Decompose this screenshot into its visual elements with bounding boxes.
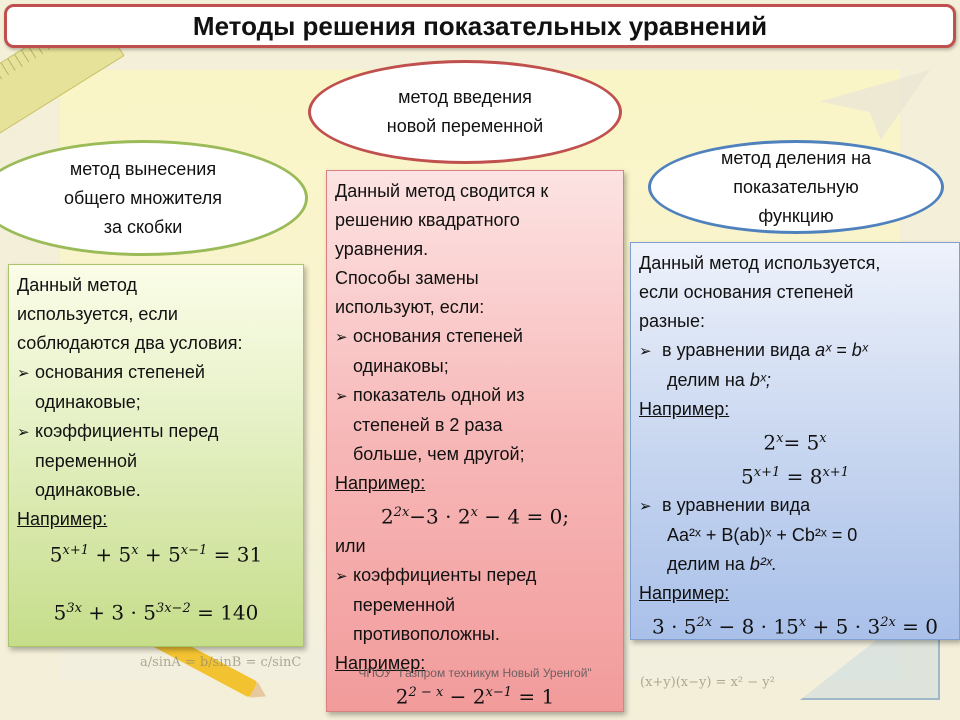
common-factor-description <box>8 264 304 647</box>
text-line: Данный метод сводится к <box>335 181 549 201</box>
eq-term: 5 <box>741 464 754 489</box>
eq-term: 2 <box>380 504 394 529</box>
eq-exponent: x <box>819 431 827 446</box>
text-line: одинаковые. <box>35 480 141 500</box>
list-item <box>17 417 295 447</box>
equation <box>335 678 615 712</box>
formula-scribble-decoration: a/sinA = b/sinB = c/sinC <box>140 655 302 670</box>
text-line: степеней в 2 раза <box>353 415 503 435</box>
eq-exponent: 3x <box>66 600 82 616</box>
eq-rhs: = 0 <box>895 614 938 639</box>
text-line: используется, если <box>17 304 178 324</box>
ellipse-left-line: метод вынесения <box>69 158 217 179</box>
method-label-new-variable <box>308 60 622 164</box>
bullet-text: показатель одной из <box>353 385 525 405</box>
equation <box>639 458 951 492</box>
list-item <box>639 491 951 521</box>
eq-op: − <box>443 684 473 709</box>
eq-term: 5 <box>118 542 132 567</box>
eq-op: + <box>138 542 169 567</box>
text-line: разные: <box>639 311 705 331</box>
eq-exponent: x+1 <box>822 464 849 480</box>
new-variable-description <box>326 170 624 712</box>
text-part: делим на <box>667 554 750 575</box>
title-bar <box>4 4 956 48</box>
method-label-division <box>648 140 944 234</box>
eq-op: − 8 · 15 <box>712 614 799 639</box>
eq-term: 5 <box>49 542 63 567</box>
text-line <box>639 550 951 579</box>
text-expr: bˣ; <box>749 370 771 390</box>
eq-exponent: x <box>131 543 139 558</box>
eq-exponent: x+1 <box>62 543 90 558</box>
arrow-bullet-icon: ➢ <box>639 498 652 516</box>
footer-watermark: ЧПОУ "Газпром техникум Новый Уренгой" <box>358 666 592 680</box>
text-line: Aa²ˣ + B(ab)ˣ + Cb²ˣ = 0 <box>667 525 858 546</box>
text-line: переменной <box>353 594 456 615</box>
bullet-text: в уравнении вида <box>662 340 816 360</box>
ellipse-right-line: метод деления на <box>720 147 872 168</box>
page-title: Методы решения показательных уравнений <box>192 10 768 41</box>
eq-exponent: x <box>776 431 784 446</box>
eq-term: 3 · 5 <box>651 614 697 639</box>
arrow-bullet-icon: ➢ <box>335 329 348 346</box>
ellipse-middle-line: метод введения <box>398 87 532 107</box>
eq-exponent: x−1 <box>485 684 512 700</box>
arrow-bullet-icon: ➢ <box>335 388 348 405</box>
eq-term: 2 <box>472 684 486 709</box>
text-line: или <box>335 535 366 556</box>
eq-term: 5 <box>143 600 156 625</box>
text-line: уравнения. <box>335 239 429 259</box>
example-label: Например: <box>335 473 426 493</box>
text-line: Данный метод <box>17 275 138 295</box>
eq-op: + <box>89 542 119 567</box>
example-label: Например: <box>17 509 108 529</box>
formula-scribble-decoration-2: (x+y)(x−y) = x² − y² <box>640 675 775 690</box>
eq-term: 5 <box>806 430 820 455</box>
eq-term: 2 <box>395 684 409 709</box>
text-line: соблюдаются два условия: <box>17 333 243 353</box>
ellipse-left-line: за скобки <box>103 216 183 237</box>
eq-op: −3 · <box>409 504 458 529</box>
text-line: используют, если: <box>335 297 485 317</box>
text-line: одинаковые; <box>35 392 141 412</box>
ellipse-middle-line: новой переменной <box>386 116 544 136</box>
text-line: Данный метод используется, <box>639 253 881 273</box>
equation <box>17 594 295 628</box>
ellipse-left-line: общего множителя <box>63 187 223 208</box>
eq-term: 5 <box>53 600 67 625</box>
division-description <box>630 242 960 640</box>
bullet-text: коэффициенты перед <box>35 421 219 441</box>
arrow-bullet-icon: ➢ <box>17 365 30 382</box>
eq-term: 2 <box>457 504 471 529</box>
eq-exponent: 2 − x <box>408 684 444 700</box>
bullet-text: основания степеней <box>35 362 205 382</box>
list-item <box>335 561 615 591</box>
text-expr: b²ˣ. <box>749 554 777 575</box>
eq-term: 2 <box>763 430 777 455</box>
text-part: делим на <box>667 370 750 390</box>
equation <box>639 424 951 458</box>
eq-exponent: 2x <box>696 615 713 631</box>
equation <box>639 608 951 642</box>
eq-op: + 5 · 3 <box>806 614 881 639</box>
example-label: Например: <box>639 399 730 419</box>
eq-rhs: = 140 <box>190 600 259 625</box>
list-item <box>17 358 295 388</box>
eq-op: + 3 · <box>81 600 144 625</box>
example-label: Например: <box>335 652 426 673</box>
ellipse-right-line: функцию <box>758 205 834 226</box>
bullet-expr: aˣ = bˣ <box>815 340 868 360</box>
list-item <box>335 322 615 352</box>
eq-exponent: 3x−2 <box>155 600 191 616</box>
eq-term: 8 <box>809 464 823 489</box>
list-item <box>335 381 615 411</box>
text-line <box>639 366 951 395</box>
list-item <box>639 336 951 366</box>
eq-term: 5 <box>168 542 181 567</box>
eq-rhs: − 4 = 0; <box>477 504 570 529</box>
text-line: переменной <box>35 451 138 471</box>
text-line: решению квадратного <box>335 210 520 230</box>
text-line: если основания степеней <box>639 282 854 302</box>
arrow-bullet-icon: ➢ <box>17 424 30 441</box>
eq-exponent: 2x <box>393 505 410 520</box>
eq-exponent: 2x <box>880 615 896 631</box>
eq-rhs: = 31 <box>207 542 263 567</box>
text-line: больше, чем другой; <box>353 444 525 464</box>
eq-exponent: x+1 <box>753 464 781 480</box>
arrow-bullet-icon: ➢ <box>335 567 348 585</box>
arrow-bullet-icon: ➢ <box>639 343 652 360</box>
eq-exponent: x <box>798 615 807 631</box>
text-line: Способы замены <box>335 268 479 288</box>
eq-rhs: = 1 <box>512 684 555 709</box>
bullet-text: в уравнении вида <box>662 495 811 516</box>
bullet-text: коэффициенты перед <box>353 564 537 585</box>
text-line: противоположны. <box>353 623 500 644</box>
equation <box>17 536 295 570</box>
eq-exponent: x <box>470 505 478 520</box>
eq-op: = <box>780 464 810 489</box>
eq-exponent: x−1 <box>180 543 208 558</box>
eq-op: = <box>783 430 807 455</box>
equation <box>335 498 615 532</box>
text-line: одинаковы; <box>353 356 449 376</box>
example-label: Например: <box>639 583 730 604</box>
ellipse-right-line: показательную <box>733 176 859 197</box>
bullet-text: основания степеней <box>353 326 523 346</box>
